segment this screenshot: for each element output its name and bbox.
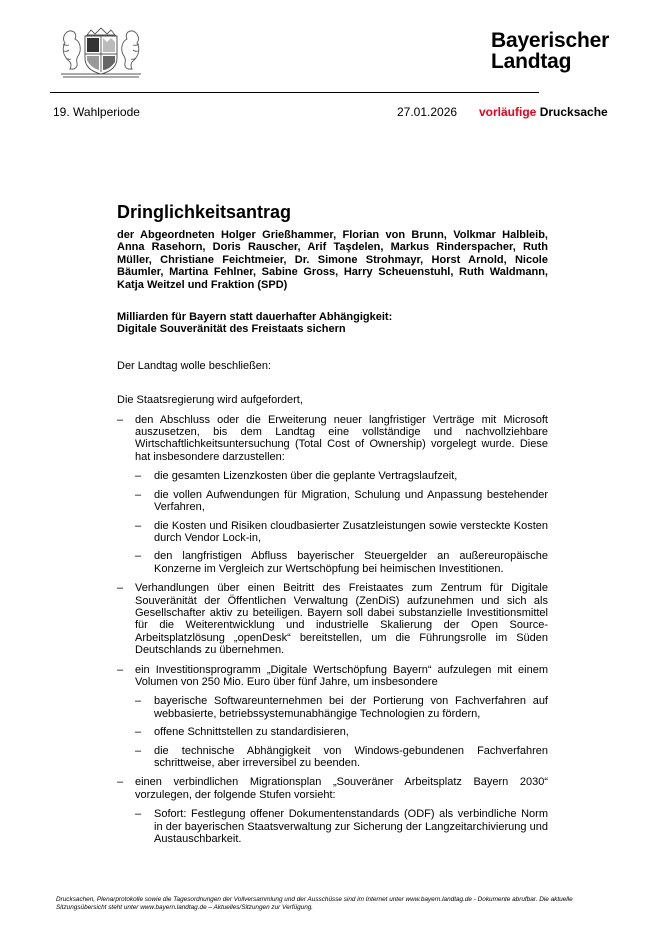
dash-bullet: – [135,550,142,563]
status-suffix: Drucksache [536,105,608,119]
list-item [117,776,548,845]
dash-bullet: – [135,726,142,739]
sub-list [135,470,548,575]
sub-list-item-text: die technische Abhängigkeit von Windows-gebundenen Fachverfahren schrittweise, aber irreversibel zu beenden. [154,744,548,769]
sub-list-item-text: bayerische Softwareunternehmen bei der Portierung von Fachverfahren auf webbasierte, betriebssystemunabhängige Technologien zu fördern, [154,695,548,720]
authors: der Abgeordneten Holger Grießhammer, Florian von Brunn, Volkmar Halbleib, Anna Rasehorn, Doris Rauscher, Arif Taşdelen, Markus Rinderspacher, Ruth Müller, Christiane Feichtmeier, Dr. Simone Strohmayr, Horst Arnold, Nicole Bäumler, Martina Fehlner, Sabine Gross, Harry Scheuenstuhl, Ruth Waldmann, Katja Weitzel und Fraktion (SPD) [117,229,548,291]
document-body [117,202,548,852]
sub-list-item-text: offene Schnittstellen zu standardisieren, [154,726,349,739]
document-date: 27.01.2026 [397,105,458,119]
sub-list-item-text: die vollen Aufwendungen für Migration, Schulung und Anpassung bestehender Verfahren, [154,488,548,514]
list-item-text: den Abschluss oder die Erweiterung neuer langfristiger Verträge mit Microsoft auszusetzen, bis dem Landtag eine vollständige und nachvollziehbare Wirtschaftlichkeitsuntersuchung (Total Cost of Ownership) vorgelegt wurde. Diese hat insbesondere darzustellen: [135,413,548,463]
subject [117,311,548,336]
sub-list-item-text: die Kosten und Risiken cloudbasierter Zusatzleistungen sowie versteckte Kosten durch Vendor Lock-in, [154,519,548,544]
sub-list-item [135,745,548,770]
sub-list-item-text: die gesamten Lizenzkosten über die geplante Vertragslaufzeit, [154,470,458,483]
dash-bullet: – [135,519,142,532]
subject-line-2: Digitale Souveränität des Freistaats sichern [117,323,346,336]
dash-bullet: – [117,663,124,676]
brand-line-2: Landtag [491,50,572,73]
subject-line-1: Milliarden für Bayern statt dauerhafter Abhängigkeit: [117,311,393,324]
dash-bullet: – [135,488,142,501]
dash-bullet: – [135,808,142,821]
list-item [117,582,548,656]
dash-bullet: – [117,582,124,595]
coat-of-arms-icon [57,26,145,80]
sub-list [135,695,548,769]
sub-list-item [135,695,548,720]
dash-bullet: – [117,413,124,426]
sub-list-item [135,550,548,575]
list-item-text: ein Investitionsprogramm „Digitale Wertschöpfung Bayern“ aufzulegen mit einem Volumen von 250 Mio. Euro über fünf Jahre, um insbesondere [135,663,548,688]
sub-list-item-text: Sofort: Festlegung offener Dokumentenstandards (ODF) als verbindliche Norm in der bayerischen Staatsverwaltung zur Sicherung der Langzeitarchivierung und Austauschbarkeit. [154,808,548,846]
dash-bullet: – [135,470,142,483]
document-status [479,105,608,119]
sub-list-item [135,489,548,514]
dash-bullet: – [117,776,124,789]
sub-list-item [135,470,548,482]
document-title: Dringlichkeitsantrag [117,202,292,222]
page-footer [56,896,616,912]
list-item [117,664,548,770]
brand-wordmark [491,30,609,72]
sub-list-item [135,808,548,845]
sub-list-item [135,520,548,545]
list-item-text: Verhandlungen über einen Beitritt des Freistaates zum Zentrum für Digitale Souveränität der Öffentlichen Verwaltung (ZenDiS) aufzunehmen und sich als Gesellschafter aktiv zu beteiligen. Bayern soll dabei substanzielle Investitionsmittel für die Weiterentwicklung und industrielle Skalierung der Open Source-Arbeitsplatzlösung „openDesk“ bereitstellen, um die Führungsrolle im Süden Deutschlands zu übernehmen. [135,582,548,657]
dash-bullet: – [135,695,142,708]
footer-line-2: Sitzungsübersicht steht unter www.bayern.landtag.de – Aktuelles/Sitzungen zur Verfügung. [56,904,314,912]
sub-list-item [135,726,548,738]
dash-bullet: – [135,744,142,757]
footer-line-1: Drucksachen, Plenarprotokolle sowie die Tagesordnungen der Vollversammlung und der Ausschüsse sind im Internet unter www.bayern.landtag.de - Dokumente abrufbar. Die aktuelle [56,896,573,903]
sub-list-item-text: den langfristigen Abfluss bayerischer Steuergelder an außereuropäische Konzerne im Vergleich zur Wertschöpfung bei heimischen Investitionen. [154,550,548,575]
demands-list [117,414,548,846]
list-item [117,414,548,575]
list-item-text: einen verbindlichen Migrationsplan „Souveräner Arbeitsplatz Bayern 2030“ vorzulegen, der folgende Stufen vorsieht: [135,776,548,801]
status-prefix: vorläufige [479,105,537,119]
header-divider [50,92,539,93]
brand-line-1: Bayerischer [491,29,610,52]
resolution-intro: Der Landtag wolle beschließen: [117,359,272,372]
legislative-period: 19. Wahlperiode [53,105,140,119]
sub-list [135,808,548,845]
resolution-lead: Die Staatsregierung wird aufgefordert, [117,394,303,407]
